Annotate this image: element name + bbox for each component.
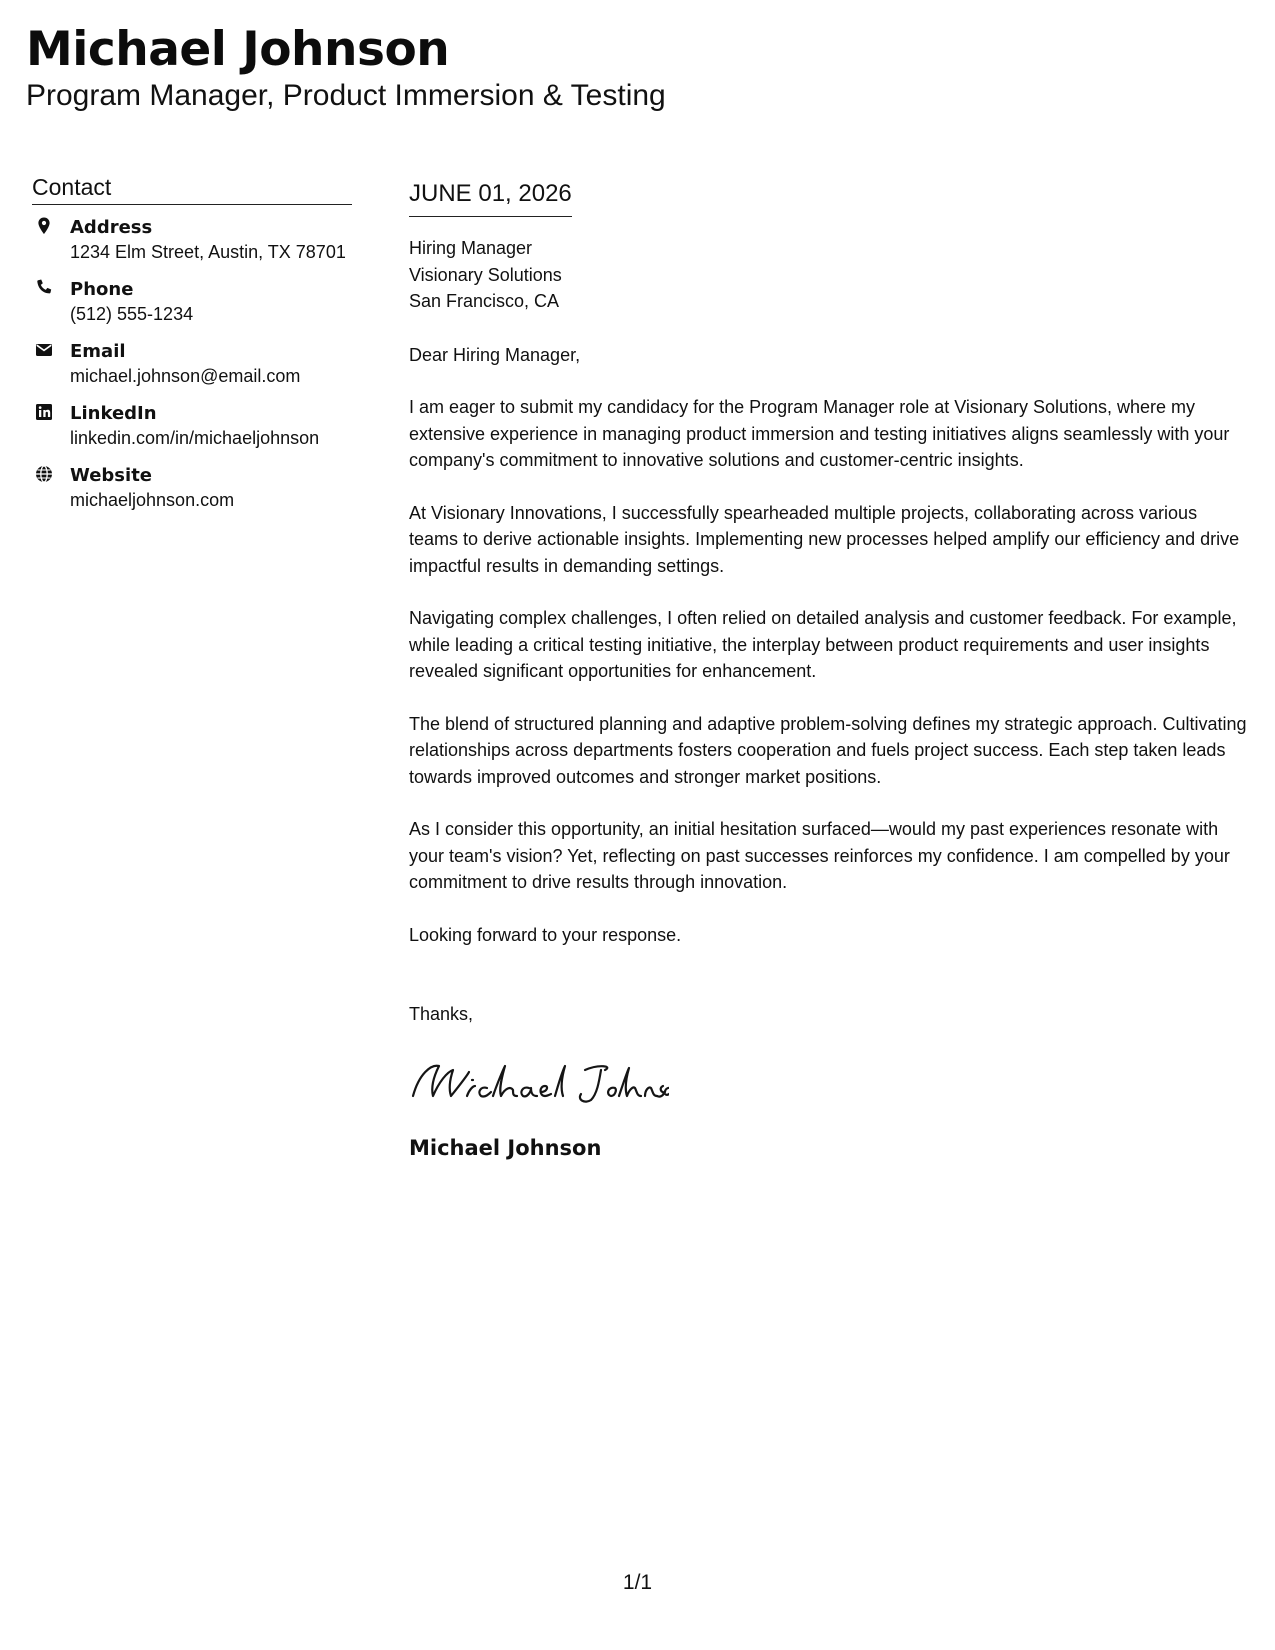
letter-header bbox=[26, 22, 666, 114]
recipient-location: San Francisco, CA bbox=[409, 291, 560, 311]
letter-date: JUNE 01, 2026 bbox=[409, 178, 572, 217]
applicant-title: Program Manager, Product Immersion & Testing bbox=[26, 79, 666, 112]
body-paragraph: I am eager to submit my candidacy for the Program Manager role at Visionary Solutions, where my extensive experience in managing product immersion and testing initiatives aligns seamlessly with your company's commitment to innovative solutions and customer-centric insights. bbox=[409, 397, 1230, 470]
salutation: Dear Hiring Manager, bbox=[409, 344, 581, 365]
globe-icon bbox=[34, 464, 54, 484]
contact-item-email bbox=[32, 339, 352, 389]
map-pin-icon bbox=[34, 216, 54, 236]
envelope-icon bbox=[34, 340, 54, 360]
body-paragraph: As I consider this opportunity, an initial hesitation surfaced—would my past experiences resonate with your team's vision? Yet, reflecting on past successes reinforces my confidence. I am compelled by your commitment to drive results through innovation. bbox=[409, 819, 1230, 892]
contact-value: (512) 555-1234 bbox=[70, 304, 194, 324]
closing: Thanks, bbox=[409, 1004, 474, 1024]
contact-value: 1234 Elm Street, Austin, TX 78701 bbox=[70, 242, 346, 262]
body-paragraph: The blend of structured planning and adaptive problem-solving defines my strategic approach. Cultivating relationships across departments fosters cooperation and fuels project success. Each step taken leads towards improved outcomes and stronger market positions. bbox=[409, 713, 1247, 787]
page-number: 1/1 bbox=[622, 1571, 653, 1594]
contact-sidebar bbox=[32, 172, 352, 525]
contact-item-website bbox=[32, 463, 352, 513]
recipient-block bbox=[409, 235, 1249, 315]
contact-item-address bbox=[32, 215, 352, 265]
applicant-name: Michael Johnson bbox=[26, 22, 450, 77]
recipient-company: Visionary Solutions bbox=[409, 264, 562, 285]
phone-icon bbox=[34, 278, 54, 298]
contact-item-phone bbox=[32, 277, 352, 327]
body-paragraph: Looking forward to your response. bbox=[409, 924, 682, 945]
signer-name: Michael Johnson bbox=[409, 1135, 602, 1160]
contact-label: Website bbox=[70, 465, 153, 486]
contact-list bbox=[32, 215, 352, 513]
handwritten-signature bbox=[409, 1056, 1249, 1110]
contact-value: linkedin.com/in/michaeljohnson bbox=[70, 428, 320, 448]
contact-label: Phone bbox=[70, 279, 134, 300]
contact-label: Email bbox=[70, 341, 126, 362]
contact-value: michaeljohnson.com bbox=[70, 490, 235, 510]
recipient-name: Hiring Manager bbox=[409, 238, 533, 258]
contact-value: michael.johnson@email.com bbox=[70, 366, 301, 386]
linkedin-icon bbox=[34, 402, 54, 422]
contact-label: LinkedIn bbox=[70, 403, 157, 424]
contact-item-linkedin bbox=[32, 401, 352, 451]
body-paragraph: Navigating complex challenges, I often relied on detailed analysis and customer feedback. For example, while leading a critical testing initiative, the interplay between product requirements and user insights revealed significant opportunities for enhancement. bbox=[409, 608, 1237, 681]
letter-body bbox=[409, 178, 1249, 1162]
body-paragraph: At Visionary Innovations, I successfully spearheaded multiple projects, collaborating across various teams to derive actionable insights. Implementing new processes helped amplify our efficiency and drive impactful results in demanding settings. bbox=[409, 502, 1240, 576]
contact-heading: Contact bbox=[32, 172, 352, 205]
contact-label: Address bbox=[70, 217, 153, 238]
